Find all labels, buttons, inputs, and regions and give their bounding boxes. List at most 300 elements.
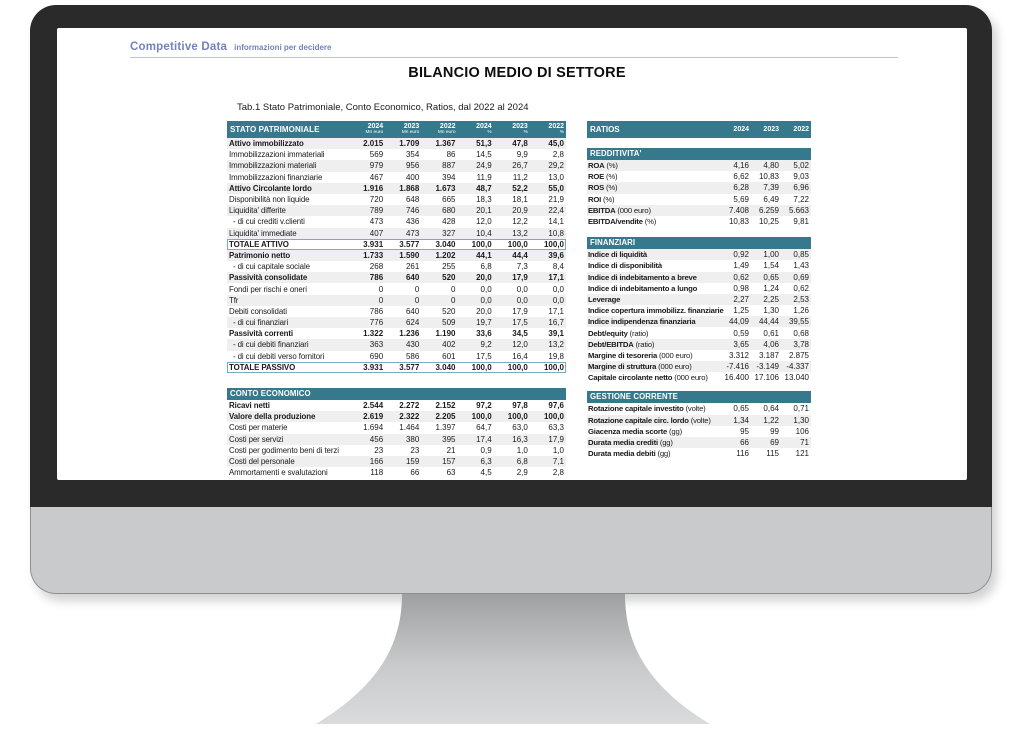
- cell-value: 19,7: [476, 318, 492, 328]
- table-row: [587, 205, 811, 216]
- cell-value: 22,4: [548, 206, 564, 216]
- row-label-suffix: (%): [601, 194, 615, 204]
- report-document: [57, 28, 967, 480]
- row-label: Passività correnti: [229, 329, 293, 339]
- cell-value: 3.312: [728, 350, 749, 360]
- cell-value: 17,9: [512, 306, 528, 316]
- cell-value: 13.040: [784, 373, 809, 383]
- cell-value: 6,62: [733, 172, 749, 182]
- section-rows: [587, 249, 811, 383]
- cell-value: 6,3: [480, 456, 492, 466]
- cell-value: 2.322: [399, 412, 420, 422]
- cell-value: 2,8: [552, 468, 564, 478]
- table-header-title: STATO PATRIMONIALE: [230, 125, 320, 134]
- unit-label: %: [487, 130, 492, 136]
- cell-value: 3.931: [363, 362, 384, 372]
- row-label: Indice di liquidità: [588, 250, 647, 260]
- year-column-header: [421, 121, 457, 138]
- cell-value: 0,0: [552, 284, 564, 294]
- cell-value: 16.400: [724, 373, 749, 383]
- cell-value: -7.416: [726, 362, 749, 372]
- cell-value: 0,92: [733, 250, 749, 260]
- cell-value: 1.694: [363, 423, 384, 433]
- cell-value: 86: [446, 150, 456, 160]
- cell-value: 9,2: [480, 340, 492, 350]
- cell-value: 99: [770, 426, 779, 436]
- table-row: [587, 372, 811, 383]
- cell-value: 51,3: [476, 139, 492, 149]
- cell-value: 0,65: [763, 272, 779, 282]
- section-rows: [587, 160, 811, 227]
- cell-value: 467: [369, 172, 384, 182]
- cell-value: 6,49: [763, 194, 779, 204]
- row-label-suffix: (%): [642, 217, 657, 227]
- table-row: [587, 361, 811, 372]
- table-row: [587, 194, 811, 205]
- table-row: [227, 434, 566, 445]
- table-caption: Tab.1 Stato Patrimoniale, Conto Economico, Ratios, dal 2022 al 2024: [237, 102, 529, 113]
- cell-value: 1,49: [733, 261, 749, 271]
- cell-value: 789: [369, 206, 384, 216]
- cell-value: 29,2: [548, 161, 564, 171]
- cell-value: 10,83: [758, 172, 779, 182]
- row-label: Durata media debiti (gg): [588, 449, 671, 459]
- cell-value: 16,4: [512, 351, 528, 361]
- cell-value: 1.709: [399, 139, 420, 149]
- table-row: [587, 403, 811, 414]
- cell-value: 400: [405, 172, 420, 182]
- table-row: [227, 351, 566, 362]
- cell-value: 17,9: [512, 273, 528, 283]
- section-bar: REDDITIVITA': [587, 148, 811, 160]
- cell-value: 665: [442, 195, 456, 205]
- cell-value: 255: [442, 262, 456, 272]
- year-label: 2023: [403, 123, 420, 131]
- monitor-stand: [303, 594, 723, 724]
- ratios-column: [587, 121, 811, 459]
- row-label-suffix: (volte): [683, 404, 706, 414]
- cell-value: 0,0: [516, 295, 528, 305]
- cell-value: 100,0: [507, 362, 528, 372]
- cell-value: 3.040: [435, 239, 456, 249]
- section-bar: CONTO ECONOMICO: [227, 388, 566, 400]
- cell-value: 2.875: [788, 350, 809, 360]
- cell-value: 473: [369, 217, 384, 227]
- cell-value: 100,0: [543, 412, 564, 422]
- monitor-frame: [30, 5, 992, 594]
- year-label: 2022: [548, 123, 564, 131]
- cell-value: 2,53: [793, 294, 809, 304]
- table-rows: [227, 400, 566, 478]
- cell-value: 268: [369, 262, 384, 272]
- cell-value: 5,02: [793, 161, 809, 171]
- cell-value: 16,7: [548, 318, 564, 328]
- stato-patrimoniale-table: [227, 121, 566, 373]
- cell-value: 45,0: [548, 139, 564, 149]
- cell-value: 5,69: [733, 194, 749, 204]
- cell-value: 1,0: [552, 445, 564, 455]
- cell-value: 4,5: [480, 468, 492, 478]
- section-bar: FINANZIARI: [587, 237, 811, 249]
- cell-value: 2.152: [435, 401, 456, 411]
- cell-value: 586: [405, 351, 420, 361]
- cell-value: 157: [442, 456, 456, 466]
- cell-value: 159: [405, 456, 420, 466]
- cell-value: 17,9: [548, 434, 564, 444]
- cell-value: 509: [442, 318, 456, 328]
- cell-value: 8,4: [552, 262, 564, 272]
- row-label: Debt/equity (ratio): [588, 328, 649, 338]
- cell-value: 34,5: [512, 329, 528, 339]
- cell-value: 624: [405, 318, 420, 328]
- cell-value: 0,98: [733, 283, 749, 293]
- cell-value: 0,85: [793, 250, 809, 260]
- cell-value: 69: [770, 438, 779, 448]
- year-column-header: [494, 121, 530, 138]
- row-label: EBITDA (000 euro): [588, 205, 651, 215]
- row-label: EBITDA/vendite (%): [588, 217, 657, 227]
- unit-label: Mn euro: [437, 130, 456, 136]
- cell-value: 2.544: [363, 401, 384, 411]
- cell-value: 14,1: [548, 217, 564, 227]
- cell-value: 95: [740, 426, 749, 436]
- cell-value: 100,0: [471, 362, 492, 372]
- row-label: Costi del personale: [229, 456, 295, 466]
- row-label: ROI (%): [588, 194, 615, 204]
- table-row: [587, 272, 811, 283]
- row-label-suffix: (gg): [655, 449, 671, 459]
- cell-value: 17,5: [476, 351, 492, 361]
- cell-value: 1.733: [363, 250, 384, 260]
- cell-value: 7,1: [552, 456, 564, 466]
- cell-value: 106: [795, 426, 809, 436]
- cell-value: 1,22: [763, 415, 779, 425]
- cell-value: 648: [405, 195, 420, 205]
- unit-label: Mn euro: [401, 130, 420, 136]
- cell-value: 100,0: [471, 412, 492, 422]
- cell-value: 3.577: [399, 239, 420, 249]
- cell-value: 0,69: [793, 272, 809, 282]
- cell-value: 569: [369, 150, 384, 160]
- cell-value: 17,1: [548, 273, 564, 283]
- row-label: Immobilizzazioni immateriali: [229, 150, 325, 160]
- cell-value: 17,4: [476, 434, 492, 444]
- row-label-suffix: (000 euro): [657, 350, 693, 360]
- table-row: [227, 328, 566, 339]
- row-label-suffix: (000 euro): [615, 205, 651, 215]
- cell-value: 0,65: [733, 404, 749, 414]
- row-label-suffix: (gg): [667, 426, 682, 436]
- row-label: TOTALE ATTIVO: [229, 239, 289, 249]
- cell-value: 10,4: [476, 228, 492, 238]
- cell-value: 1.367: [435, 139, 456, 149]
- table-row: [587, 316, 811, 327]
- cell-value: 2,8: [552, 150, 564, 160]
- cell-value: 0: [451, 295, 456, 305]
- cell-value: 19,8: [548, 351, 564, 361]
- table-row: [227, 400, 566, 411]
- row-label: Immobilizzazioni materiali: [229, 161, 317, 171]
- row-label: Rotazione capitale circ. lordo (volte): [588, 415, 711, 425]
- cell-value: 17.106: [754, 373, 779, 383]
- table-row: [587, 249, 811, 260]
- unit-label: %: [559, 130, 564, 136]
- cell-value: 21,9: [548, 195, 564, 205]
- cell-value: 16,3: [512, 434, 528, 444]
- table-row: [227, 339, 566, 350]
- balance-sheet-column: [227, 121, 566, 478]
- table-row: [587, 216, 811, 227]
- row-label: Debiti consolidati: [229, 306, 287, 316]
- cell-value: 100,0: [471, 239, 492, 249]
- row-label: Immobilizzazioni finanziarie: [229, 172, 323, 182]
- table-row: [587, 171, 811, 182]
- table-row: [227, 239, 566, 250]
- cell-value: 9,9: [516, 150, 528, 160]
- row-label: Patrimonio netto: [229, 250, 291, 260]
- row-label: Indice di indebitamento a breve: [588, 272, 697, 282]
- cell-value: 11,9: [476, 172, 492, 182]
- unit-label: %: [523, 130, 528, 136]
- cell-value: 23: [374, 445, 384, 455]
- cell-value: 0,0: [552, 295, 564, 305]
- cell-value: 394: [442, 172, 456, 182]
- table-row: [587, 327, 811, 338]
- cell-value: 640: [405, 306, 420, 316]
- row-label-suffix: (gg): [657, 438, 673, 448]
- section-rows: [587, 403, 811, 459]
- cell-value: 55,0: [548, 183, 564, 193]
- row-label: Costi per materie: [229, 423, 288, 433]
- cell-value: 887: [442, 161, 456, 171]
- table-row: [587, 283, 811, 294]
- cell-value: 100,0: [507, 239, 528, 249]
- ratios-header: [587, 121, 811, 138]
- row-label-suffix: (%): [604, 172, 618, 182]
- cell-value: 0,68: [793, 328, 809, 338]
- row-label: Valore della produzione: [229, 412, 316, 422]
- cell-value: 1,25: [733, 306, 749, 316]
- row-label: Margine di struttura (000 euro): [588, 362, 692, 372]
- cell-value: 0,0: [480, 284, 492, 294]
- cell-value: 7,3: [516, 262, 528, 272]
- cell-value: 0,71: [793, 404, 809, 414]
- row-label: ROS (%): [588, 183, 618, 193]
- cell-value: 1.590: [399, 250, 420, 260]
- cell-value: 24,9: [476, 161, 492, 171]
- table-row: [227, 216, 566, 227]
- section-bar: GESTIONE CORRENTE: [587, 391, 811, 403]
- cell-value: 2.015: [363, 139, 384, 149]
- cell-value: 395: [442, 434, 456, 444]
- cell-value: 33,6: [476, 329, 492, 339]
- cell-value: 97,2: [476, 401, 492, 411]
- cell-value: 71: [800, 438, 809, 448]
- cell-value: 6.259: [758, 205, 779, 215]
- row-label: ROA (%): [588, 161, 618, 171]
- table-row: [587, 448, 811, 459]
- cell-value: 20,9: [512, 206, 528, 216]
- cell-value: 640: [405, 273, 420, 283]
- cell-value: 354: [405, 150, 420, 160]
- cell-value: 786: [369, 306, 384, 316]
- cell-value: 6,96: [793, 183, 809, 193]
- cell-value: 430: [405, 340, 420, 350]
- cell-value: 520: [442, 273, 456, 283]
- cell-value: 746: [405, 206, 420, 216]
- table-row: [587, 294, 811, 305]
- cell-value: 21: [446, 445, 456, 455]
- row-label-suffix: (ratio): [633, 339, 655, 349]
- cell-value: 39,6: [548, 250, 564, 260]
- table-row: [227, 194, 566, 205]
- cell-value: 1.190: [435, 329, 456, 339]
- table-row: [227, 445, 566, 456]
- cell-value: 1,30: [763, 306, 779, 316]
- row-label: Leverage: [588, 294, 621, 304]
- table-row: [587, 160, 811, 171]
- cell-value: 261: [405, 262, 420, 272]
- row-label: Debt/EBITDA (ratio): [588, 339, 655, 349]
- cell-value: 456: [369, 434, 384, 444]
- table-row: [227, 228, 566, 239]
- row-label: - di cui capitale sociale: [233, 262, 310, 272]
- table-row: [227, 272, 566, 283]
- row-label: Liquidita' immediate: [229, 228, 297, 238]
- cell-value: 7,39: [763, 183, 779, 193]
- table-row: [227, 411, 566, 422]
- table-row: [587, 260, 811, 271]
- row-label: - di cui crediti v.clienti: [233, 217, 305, 227]
- monitor-stand-shape: [303, 594, 723, 724]
- row-label: Liquidita' differite: [229, 206, 286, 216]
- cell-value: 601: [442, 351, 456, 361]
- cell-value: 680: [442, 206, 456, 216]
- row-label: Durata media crediti (gg): [588, 438, 673, 448]
- row-label: ROE (%): [588, 172, 618, 182]
- row-label: Ricavi netti: [229, 401, 270, 411]
- cell-value: 0: [414, 295, 420, 305]
- cell-value: 2.619: [363, 412, 384, 422]
- table-row: [227, 362, 566, 373]
- cell-value: 26,7: [512, 161, 528, 171]
- cell-value: 1.868: [399, 183, 420, 193]
- page-title: BILANCIO MEDIO DI SETTORE: [408, 65, 626, 81]
- cell-value: 10,25: [758, 217, 779, 227]
- cell-value: 44,44: [758, 317, 779, 327]
- row-label: Rotazione capitale investito (volte): [588, 404, 706, 414]
- cell-value: 100,0: [507, 412, 528, 422]
- row-label: - di cui debiti verso fornitori: [233, 351, 325, 361]
- row-label: Attivo Circolante lordo: [229, 183, 312, 193]
- row-label: Ammortamenti e svalutazioni: [229, 468, 328, 478]
- table-row: [227, 306, 566, 317]
- cell-value: 44,09: [728, 317, 749, 327]
- cell-value: 1.236: [399, 329, 420, 339]
- cell-value: 4,16: [733, 161, 749, 171]
- row-label-suffix: (000 euro): [672, 373, 708, 383]
- row-label: Passività consolidate: [229, 273, 308, 283]
- cell-value: 9,81: [793, 217, 809, 227]
- cell-value: 3.040: [435, 362, 456, 372]
- table-row: [587, 182, 811, 193]
- cell-value: 1.202: [435, 250, 456, 260]
- year-column-header: [458, 121, 494, 138]
- cell-value: 1.397: [435, 423, 456, 433]
- brand-logo: [130, 37, 332, 55]
- cell-value: 20,0: [476, 273, 492, 283]
- cell-value: 2,9: [516, 468, 528, 478]
- cell-value: 11,2: [512, 172, 528, 182]
- cell-value: 2.205: [435, 412, 456, 422]
- table-row: [587, 415, 811, 426]
- cell-value: 13,0: [548, 172, 564, 182]
- cell-value: 0: [451, 284, 456, 294]
- year-label: 2023: [763, 126, 779, 133]
- cell-value: 100,0: [543, 239, 564, 249]
- row-label-suffix: (%): [604, 161, 618, 171]
- row-label: Fondi per rischi e oneri: [229, 284, 307, 294]
- table-rows: [227, 138, 566, 373]
- cell-value: 3.187: [758, 350, 779, 360]
- table-row: [587, 339, 811, 350]
- row-label-suffix: (%): [604, 183, 618, 193]
- table-row: [587, 437, 811, 448]
- cell-value: 12,2: [512, 217, 528, 227]
- cell-value: 1.916: [363, 183, 384, 193]
- cell-value: 956: [405, 161, 420, 171]
- year-label: 2023: [512, 123, 528, 131]
- cell-value: 14,5: [476, 150, 492, 160]
- cell-value: 6,8: [480, 262, 492, 272]
- table-row: [587, 350, 811, 361]
- cell-value: 979: [369, 161, 384, 171]
- table-row: [227, 138, 566, 149]
- cell-value: 115: [766, 449, 779, 459]
- cell-value: 3,65: [733, 339, 749, 349]
- cell-value: 380: [405, 434, 420, 444]
- header-divider: [130, 57, 898, 58]
- row-label: - di cui debiti finanziari: [233, 340, 309, 350]
- cell-value: 12,0: [476, 217, 492, 227]
- table-header: [227, 121, 566, 138]
- table-row: [587, 305, 811, 316]
- cell-value: 1,54: [763, 261, 779, 271]
- row-label: Indice indipendenza finanziaria: [588, 317, 696, 327]
- cell-value: 63: [446, 468, 456, 478]
- table-row: [227, 317, 566, 328]
- cell-value: 100,0: [543, 362, 564, 372]
- cell-value: 1,24: [763, 283, 779, 293]
- cell-value: 97,8: [512, 401, 528, 411]
- cell-value: 0,59: [733, 328, 749, 338]
- row-label: TOTALE PASSIVO: [229, 362, 296, 372]
- cell-value: 39,1: [548, 329, 564, 339]
- table-row: [227, 261, 566, 272]
- cell-value: 1.673: [435, 183, 456, 193]
- cell-value: 64,7: [476, 423, 492, 433]
- cell-value: 97,6: [548, 401, 564, 411]
- cell-value: 7.408: [728, 205, 749, 215]
- cell-value: 52,2: [512, 183, 528, 193]
- cell-value: 13,2: [512, 228, 528, 238]
- cell-value: 17,5: [512, 318, 528, 328]
- brand-name: Competitive Data: [130, 41, 228, 53]
- cell-value: 1.464: [399, 423, 420, 433]
- cell-value: 5.663: [788, 205, 809, 215]
- row-label: Giacenza media scorte (gg): [588, 426, 682, 436]
- cell-value: 63,0: [512, 423, 528, 433]
